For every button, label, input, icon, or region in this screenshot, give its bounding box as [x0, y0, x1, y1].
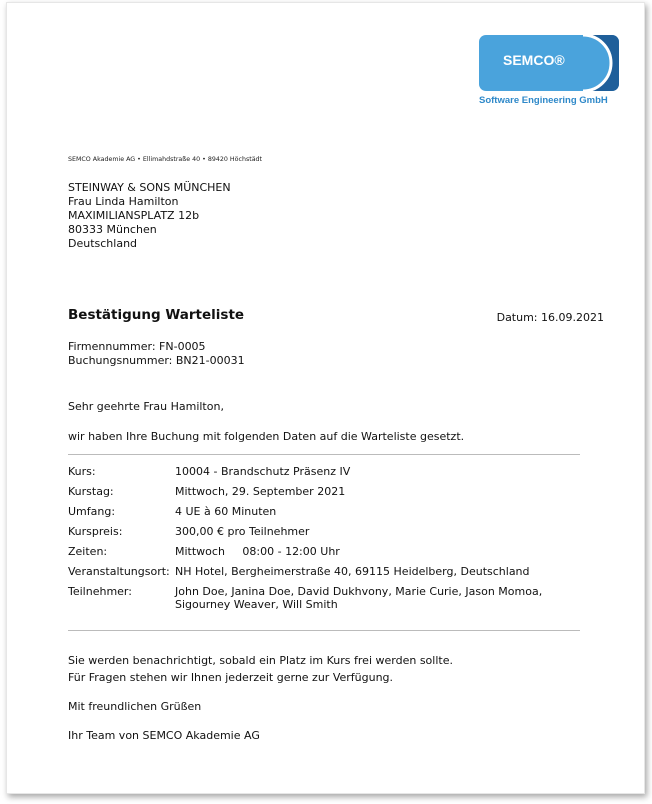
detail-label: Teilnehmer:: [68, 585, 132, 598]
table-row: [68, 565, 583, 585]
divider-bottom: [68, 630, 580, 631]
divider-top: [68, 454, 580, 455]
semco-logo: [479, 35, 629, 115]
table-row: [68, 545, 583, 565]
table-row: [68, 585, 583, 618]
detail-value: Mittwoch 08:00 - 12:00 Uhr: [175, 545, 340, 558]
closing-greeting: Mit freundlichen Grüßen: [68, 700, 202, 713]
detail-value: 300,00 € pro Teilnehmer: [175, 525, 310, 538]
detail-label: Umfang:: [68, 505, 116, 518]
company-number: Firmennummer: FN-0005: [68, 340, 206, 353]
booking-number: Buchungsnummer: BN21-00031: [68, 354, 245, 367]
table-row: [68, 505, 583, 525]
detail-label: Kurstag:: [68, 485, 114, 498]
detail-label: Kurs:: [68, 465, 96, 478]
logo-subtitle: Software Engineering GmbH: [479, 95, 608, 106]
detail-label: Zeiten:: [68, 545, 108, 558]
booking-details-table: [68, 465, 583, 618]
letter-title: Bestätigung Warteliste: [68, 307, 245, 323]
recipient-city: 80333 München: [68, 223, 157, 236]
detail-label: Kurspreis:: [68, 525, 123, 538]
logo-brand-text: SEMCO®: [503, 52, 565, 68]
table-row: [68, 485, 583, 505]
recipient-country: Deutschland: [68, 237, 138, 250]
closing-line-2: Für Fragen stehen wir Ihnen jederzeit gerne zur Verfügung.: [68, 671, 394, 684]
intro-text: wir haben Ihre Buchung mit folgenden Daten auf die Warteliste gesetzt.: [68, 430, 465, 443]
recipient-company: STEINWAY & SONS MÜNCHEN: [68, 181, 231, 194]
reference-numbers: [68, 340, 245, 368]
recipient-street: MAXIMILIANSPLATZ 12b: [68, 209, 200, 222]
recipient-address: [68, 181, 231, 251]
table-row: [68, 465, 583, 485]
salutation: Sehr geehrte Frau Hamilton,: [68, 400, 224, 413]
recipient-name: Frau Linda Hamilton: [68, 195, 179, 208]
detail-value: 4 UE à 60 Minuten: [175, 505, 277, 518]
detail-value: 10004 - Brandschutz Präsenz IV: [175, 465, 351, 478]
closing-signature: Ihr Team von SEMCO Akademie AG: [68, 729, 260, 742]
detail-value: NH Hotel, Bergheimerstraße 40, 69115 Heidelberg, Deutschland: [175, 565, 530, 578]
detail-label: Veranstaltungsort:: [68, 565, 170, 578]
table-row: [68, 525, 583, 545]
sender-address-line: SEMCO Akademie AG • Ellimahdstraße 40 • 89420 Höchstädt: [68, 156, 263, 163]
closing-line-1: Sie werden benachrichtigt, sobald ein Platz im Kurs frei werden sollte.: [68, 654, 453, 667]
letter-page: [6, 2, 645, 794]
letter-date: Datum: 16.09.2021: [496, 311, 604, 324]
detail-value: Mittwoch, 29. September 2021: [175, 485, 346, 498]
detail-value: John Doe, Janina Doe, David Dukhvony, Marie Curie, Jason Momoa, Sigourney Weaver, Will Smith: [175, 585, 543, 611]
